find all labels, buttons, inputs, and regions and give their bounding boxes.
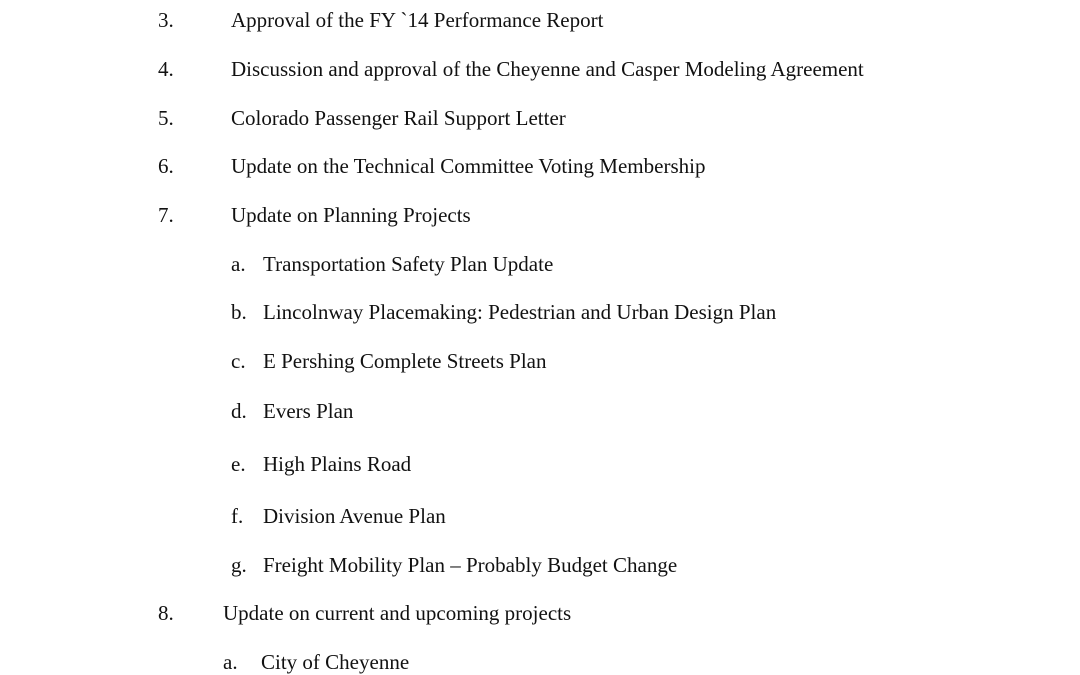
agenda-item-text: Discussion and approval of the Cheyenne and Casper Modeling Agreement bbox=[231, 57, 864, 81]
agenda-subitem-text: E Pershing Complete Streets Plan bbox=[263, 349, 547, 373]
agenda-subitem-letter: c. bbox=[231, 349, 246, 373]
agenda-item-number: 7. bbox=[158, 203, 174, 227]
agenda-subitem-text: City of Cheyenne bbox=[261, 650, 410, 674]
agenda-subitem-letter: a. bbox=[231, 252, 246, 276]
agenda-subitem-text: High Plains Road bbox=[263, 452, 412, 476]
agenda-subitem-text: Evers Plan bbox=[263, 399, 354, 423]
agenda-subitem-letter: a. bbox=[223, 650, 238, 674]
agenda-item-text: Update on the Technical Committee Voting Membership bbox=[231, 154, 706, 178]
agenda-item-text: Colorado Passenger Rail Support Letter bbox=[231, 106, 566, 130]
agenda-subitem-text: Division Avenue Plan bbox=[263, 504, 446, 528]
agenda-item-number: 8. bbox=[158, 601, 174, 625]
agenda-item-number: 6. bbox=[158, 154, 174, 178]
agenda-subitem-letter: d. bbox=[231, 399, 247, 423]
agenda-item-text: Approval of the FY `14 Performance Report bbox=[231, 8, 604, 32]
agenda-subitem-text: Lincolnway Placemaking: Pedestrian and Urban Design Plan bbox=[263, 300, 777, 324]
agenda-subitem-text: Transportation Safety Plan Update bbox=[263, 252, 554, 276]
agenda-item-text: Update on current and upcoming projects bbox=[223, 601, 572, 625]
agenda-item-text: Update on Planning Projects bbox=[231, 203, 471, 227]
agenda-item-number: 5. bbox=[158, 106, 174, 130]
agenda-item-number: 3. bbox=[158, 8, 174, 32]
agenda-subitem-letter: e. bbox=[231, 452, 246, 476]
agenda-item-number: 4. bbox=[158, 57, 174, 81]
agenda-subitem-letter: f. bbox=[231, 504, 244, 528]
agenda-subitem-letter: b. bbox=[231, 300, 247, 324]
agenda-subitem-letter: g. bbox=[231, 553, 247, 577]
agenda-subitem-text: Freight Mobility Plan – Probably Budget Change bbox=[263, 553, 678, 577]
